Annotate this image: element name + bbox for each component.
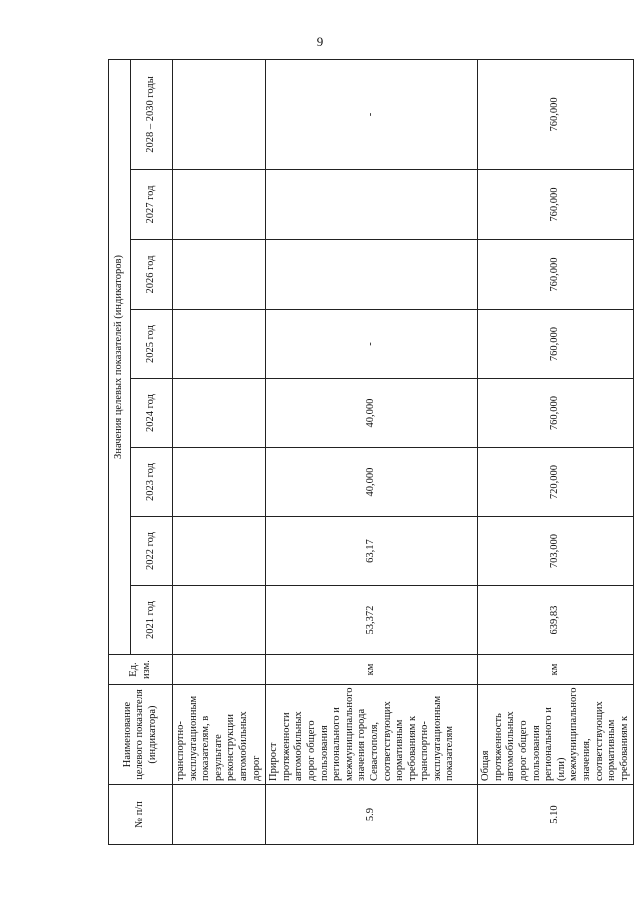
header-number: № п/п bbox=[109, 785, 173, 845]
header-year: 2027 год bbox=[131, 170, 173, 240]
row-number bbox=[173, 785, 266, 845]
row-value bbox=[266, 240, 478, 310]
row-value: 40,000 bbox=[266, 448, 478, 517]
header-year: 2025 год bbox=[131, 310, 173, 379]
page-number: 9 bbox=[316, 34, 324, 49]
row-value: 703,000 bbox=[478, 517, 634, 586]
row-name: Прирост протяженности автомобильных дорог общего пользования регионального и межмуниципального значения города Севастополя, соответствующих нормативным требованиям к транспортно-эксплуатационным показателям bbox=[266, 685, 478, 785]
header-name: Наименование целевого показателя (индикатора) bbox=[109, 685, 173, 785]
row-value: 760,000 bbox=[478, 379, 634, 448]
row-number: 5.10 bbox=[478, 785, 634, 845]
indicators-table bbox=[108, 59, 634, 845]
header-values-group: Значения целевых показателей (индикаторов) bbox=[109, 59, 131, 654]
row-value: 53,372 bbox=[266, 586, 478, 655]
row-value bbox=[266, 170, 478, 240]
row-name: Общая протяженность автомобильных дорог общего пользования регионального и (или) межмуниципального значения, соответствующих нормативным требованиям к bbox=[478, 685, 634, 785]
header-year: 2026 год bbox=[131, 240, 173, 310]
table-row bbox=[173, 59, 266, 844]
row-value: 760,000 bbox=[478, 310, 634, 379]
header-year: 2023 год bbox=[131, 448, 173, 517]
row-unit bbox=[173, 655, 266, 685]
row-value bbox=[173, 379, 266, 448]
row-value bbox=[173, 310, 266, 379]
header-year: 2021 год bbox=[131, 586, 173, 655]
table-row bbox=[478, 59, 634, 844]
header-unit: Ед. изм. bbox=[109, 655, 173, 685]
row-value: 720,000 bbox=[478, 448, 634, 517]
row-value bbox=[173, 170, 266, 240]
row-value: 760,000 bbox=[478, 59, 634, 169]
row-value bbox=[173, 517, 266, 586]
row-value: - bbox=[266, 310, 478, 379]
header-year: 2022 год bbox=[131, 517, 173, 586]
header-year: 2028 – 2030 годы bbox=[131, 59, 173, 169]
row-value: 63,17 bbox=[266, 517, 478, 586]
row-number: 5.9 bbox=[266, 785, 478, 845]
row-value: 760,000 bbox=[478, 170, 634, 240]
table-row bbox=[266, 59, 478, 844]
row-value: 760,000 bbox=[478, 240, 634, 310]
row-value bbox=[173, 448, 266, 517]
row-value: 639,83 bbox=[478, 586, 634, 655]
row-value: 40,000 bbox=[266, 379, 478, 448]
row-value bbox=[173, 586, 266, 655]
rotated-table-wrapper bbox=[108, 60, 630, 845]
row-value bbox=[173, 240, 266, 310]
row-value: - bbox=[266, 59, 478, 169]
row-value bbox=[173, 59, 266, 169]
row-unit: км bbox=[266, 655, 478, 685]
header-year: 2024 год bbox=[131, 379, 173, 448]
row-unit: км bbox=[478, 655, 634, 685]
row-name: транспортно-эксплуатационным показателям, в результате реконструкции автомобильных дорог bbox=[173, 685, 266, 785]
